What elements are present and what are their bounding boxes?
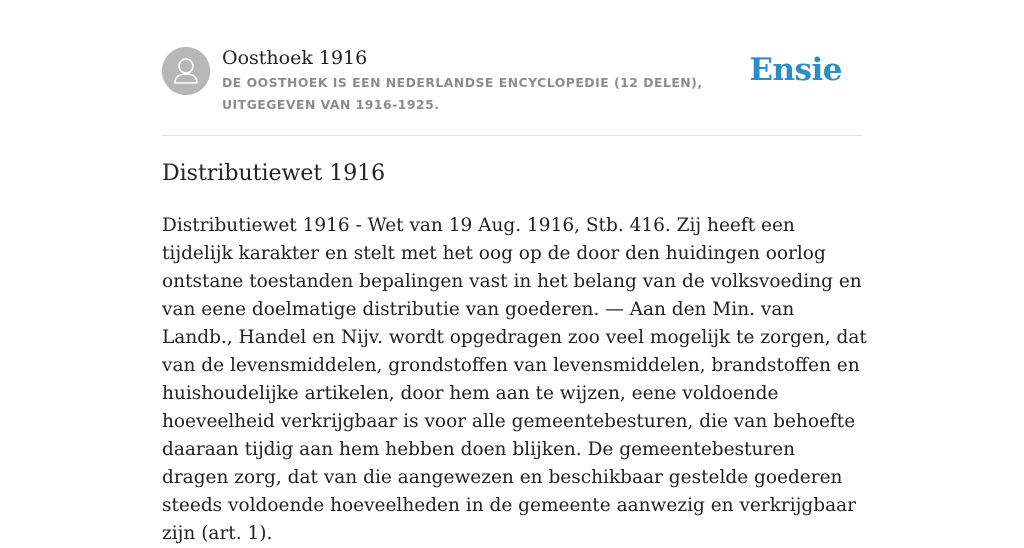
source-title[interactable]: Oosthoek 1916 xyxy=(222,47,368,69)
user-icon xyxy=(162,47,210,95)
article-body: Distributiewet 1916 - Wet van 19 Aug. 1916, Stb. 416. Zij heeft een tijdelijk karakter en stelt met het oog op de door den huidingen oorlog ontstane toestanden bepalingen vast in het belang van de volksvoeding en van eene doelmatige distributie van goederen. — Aan den Min. van Landb., Handel en Nijv. wordt opgedragen zoo veel mogelijk te zorgen, dat van de levensmiddelen, grondstoffen van levensmiddelen, brandstoffen en huishoudelijke artikelen, door hem aan te wijzen, eene voldoende hoeveelheid verkrijgbaar is voor alle gemeentebesturen, die van behoefte daaraan tijdig aan hem hebben doen blijken. De gemeentebesturen dragen zorg, dat van die aangewezen en beschikbaar gestelde goederen steeds voldoende hoeveelheden in de gemeente aanwezig en verkrijgbaar zijn (art. 1). xyxy=(162,215,867,544)
source-description: DE OOSTHOEK IS EEN NEDERLANDSE ENCYCLOPEDIE (12 DELEN), UITGEGEVEN VAN 1916-1925. xyxy=(222,75,703,112)
ensie-logo[interactable]: Ensie xyxy=(749,52,842,88)
source-info xyxy=(222,44,762,116)
article-title: Distributiewet 1916 xyxy=(162,161,386,186)
source-header xyxy=(162,44,862,136)
